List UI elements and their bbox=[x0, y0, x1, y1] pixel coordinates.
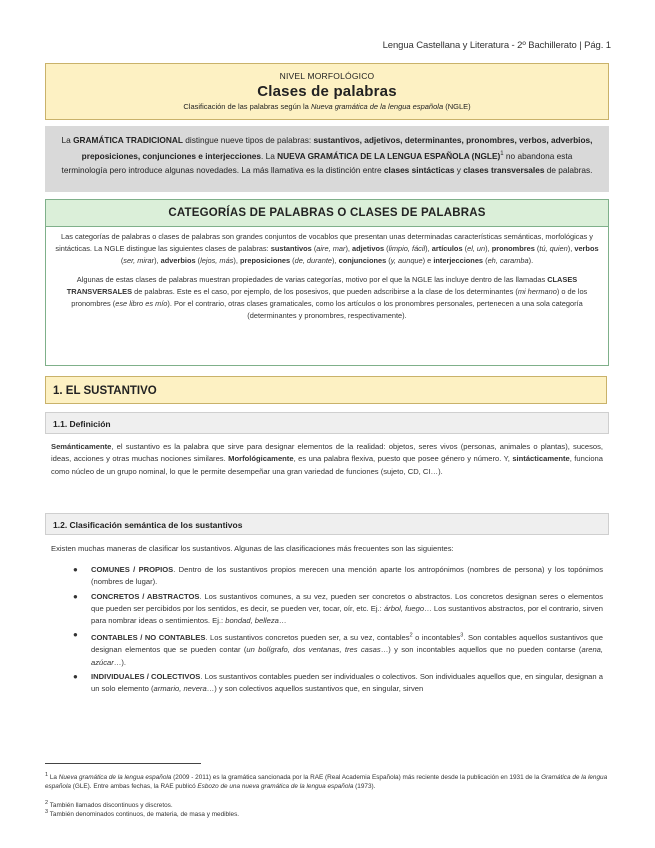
categories-body bbox=[46, 227, 608, 322]
classification-list bbox=[51, 564, 603, 698]
categories-box bbox=[45, 199, 609, 366]
list-item: ● CONCRETOS / ABSTRACTOS. Los sustantivos comunes, a su vez, pueden ser concretos o abstractos. Los concretos designan seres o elementos que pueden ser percibidos por los sentidos, es decir, se pueden ver, tocar, oír, etc. Ej.: árbol, fuego… Los sustantivos abstractos, por el contrario, sirven para nombrar ideas o sentimientos. Ej.: bondad, belleza… bbox=[73, 591, 604, 626]
footnote-1: $^1$ La Nueva gramática de la lengua española (2009 - 2011) es la gramática sancionada por la RAE (Real Academia Española) más reciente desde la publicación en 1931 de la Gramática de la lengua española (GLE). Entre ambas fechas, la RAE publicó Esbozo de una nueva gramática de la lengua española (1973). bbox=[45, 772, 608, 791]
level-label: NIVEL MORFOLÓGICO bbox=[279, 71, 375, 81]
subsection-definicion: 1.1. Definición bbox=[45, 412, 609, 434]
list-item: ● INDIVIDUALES / COLECTIVOS. Los sustantivos contables pueden ser individuales o colectivos. Son individuales aquellos que, en singular, designan a un solo elemento (armario, nevera…) y son colectivos aquellos sustantivos que, en singular, sirven bbox=[73, 671, 603, 694]
categories-heading: CATEGORÍAS DE PALABRAS O CLASES DE PALABRAS bbox=[46, 200, 608, 227]
section-heading-sustantivo: 1. EL SUSTANTIVO bbox=[45, 376, 607, 404]
bullet-icon: ● bbox=[73, 630, 78, 640]
list-item: ● COMUNES / PROPIOS. Dentro de los sustantivos propios merecen una mención aparte los antropónimos (nombres de persona) y los topónimos (nombres de lugar). bbox=[73, 565, 604, 587]
categories-paragraph-1: Las categorías de palabras o clases de palabras son grandes conjuntos de vocablos que presentan unas determinadas características semánticas, morfológicas y sintácticas. La NGLE distingue las siguientes clases de palabras: sustantivos (aire, mar), adjetivos (limpio, fácil), artículos (el, un), pronombres (tú, quien), verbos (ser, mirar), adverbios (lejos, más), preposiciones (de, durante), conjunciones (y, aunque) e interjecciones (eh, caramba). bbox=[55, 232, 599, 266]
running-header: Lengua Castellana y Literatura - 2º Bachillerato | Pág. 1 bbox=[382, 40, 611, 51]
footnote-divider bbox=[45, 763, 201, 764]
title-box bbox=[45, 63, 609, 120]
intro-box bbox=[45, 126, 609, 192]
bullet-icon: ● bbox=[73, 565, 78, 574]
list-item: ● CONTABLES / NO CONTABLES. Los sustantivos concretos pueden ser, a su vez, contables$^2$ o incontables$^3$. Son contables aquellos sustantivos que designan elementos que se pueden contar (un bolígrafo, dos ventanas, tres casas…) y son incontables aquellos que no pueden contarse (arena, azúcar…). bbox=[73, 630, 604, 667]
definition-paragraph: Semánticamente, el sustantivo es la palabra que sirve para designar elementos de la realidad: objetos, seres vivos (personas, animales o plantas), sucesos, ideas, acciones y otras muchas nociones similares. Morfológicamente, es una palabra flexiva, puesto que posee género y número. Y, sintácticamente, funciona como núcleo de un grupo nominal, lo que le permite desempeñar una gran variedad de funciones (sujeto, CD, CI…). bbox=[51, 442, 603, 476]
page-title: Clases de palabras bbox=[257, 83, 397, 100]
page-subtitle: Clasificación de las palabras según la Nueva gramática de la lengua española (NGLE) bbox=[183, 102, 471, 111]
intro-paragraph: La GRAMÁTICA TRADICIONAL distingue nueve tipos de palabras: sustantivos, adjetivos, determinantes, pronombres, verbos, adverbios, preposiciones, conjunciones e interjecciones. La NUEVA GRAMÁTICA DE LA LENGUA ESPAÑOLA (NGLE)$^1$ no abandona esta terminología pero introduce algunas novedades. La más llamativa es la distinción entre clases sintácticas y clases transversales de palabras. bbox=[61, 135, 593, 175]
footnote-2: $^2$ También llamados discontinuos y discretos. bbox=[45, 800, 173, 810]
subsection-clasificacion: 1.2. Clasificación semántica de los sustantivos bbox=[45, 513, 609, 535]
footnote-3: $^3$ También denominados continuos, de materia, de masa y medibles. bbox=[45, 809, 240, 819]
categories-paragraph-2: Algunas de estas clases de palabras muestran propiedades de varias categorías, motivo por el que la NGLE las incluye dentro de las llamadas CLASES TRANSVERSALES de palabras. Este es el caso, por ejemplo, de los posesivos, que pueden adscribirse a la clase de los determinantes (mi hermano) o de los pronombres (ese libro es mío). Por el contrario, otras clases gramaticales, como los artículos o los pronombres personales, pertenecen a una sola categoría (determinantes y pronombres, respectivamente). bbox=[66, 274, 588, 321]
bullet-icon: ● bbox=[73, 591, 78, 601]
classification-intro: Existen muchas maneras de clasificar los sustantivos. Algunas de las clasificaciones más frecuentes son las siguientes: bbox=[51, 544, 454, 553]
bullet-icon: ● bbox=[73, 671, 78, 681]
